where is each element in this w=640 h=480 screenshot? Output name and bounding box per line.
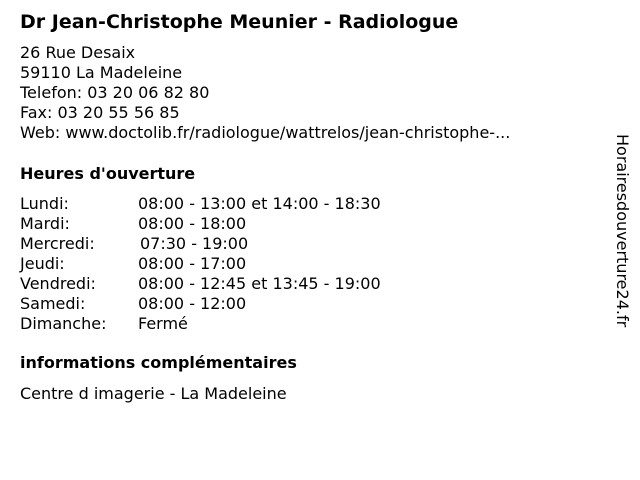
time-value: 07:30 - 19:00 [140,234,249,253]
hours-row-samedi [20,294,440,314]
time-value: 08:00 - 17:00 [138,254,247,273]
info-text: Centre d imagerie - La Madeleine [20,384,287,403]
time-value: 08:00 - 18:00 [138,214,247,233]
website-link[interactable]: Web: www.doctolib.fr/radiologue/wattrelos/jean-christophe-... [20,123,511,142]
day-label: Mardi: [20,214,70,233]
day-label: Jeudi: [20,254,65,273]
time-value: Fermé [138,314,188,333]
city-address: 59110 La Madeleine [20,63,183,82]
street-address: 26 Rue Desaix [20,43,136,62]
day-label: Mercredi: [20,234,95,253]
day-label: Lundi: [20,194,69,213]
page-title: Dr Jean-Christophe Meunier - Radiologue [20,11,459,33]
phone-number: Telefon: 03 20 06 82 80 [20,83,210,102]
time-value: 08:00 - 12:45 et 13:45 - 19:00 [138,274,381,293]
hours-list [20,194,440,334]
day-label: Vendredi: [20,274,96,293]
hours-row-dimanche [20,314,440,334]
time-value: 08:00 - 12:00 [138,294,247,313]
hours-heading: Heures d'ouverture [20,164,196,183]
info-heading: informations complémentaires [20,353,297,372]
hours-row-jeudi [20,254,440,274]
brand-watermark: Horairesdouverture24.fr [613,134,632,328]
hours-row-mardi [20,214,440,234]
fax-number: Fax: 03 20 55 56 85 [20,103,180,122]
day-label: Samedi: [20,294,86,313]
hours-row-mercredi [20,234,440,254]
hours-row-lundi [20,194,440,214]
contact-block [20,43,510,143]
hours-row-vendredi [20,274,440,294]
day-label: Dimanche: [20,314,107,333]
time-value: 08:00 - 13:00 et 14:00 - 18:30 [138,194,381,213]
